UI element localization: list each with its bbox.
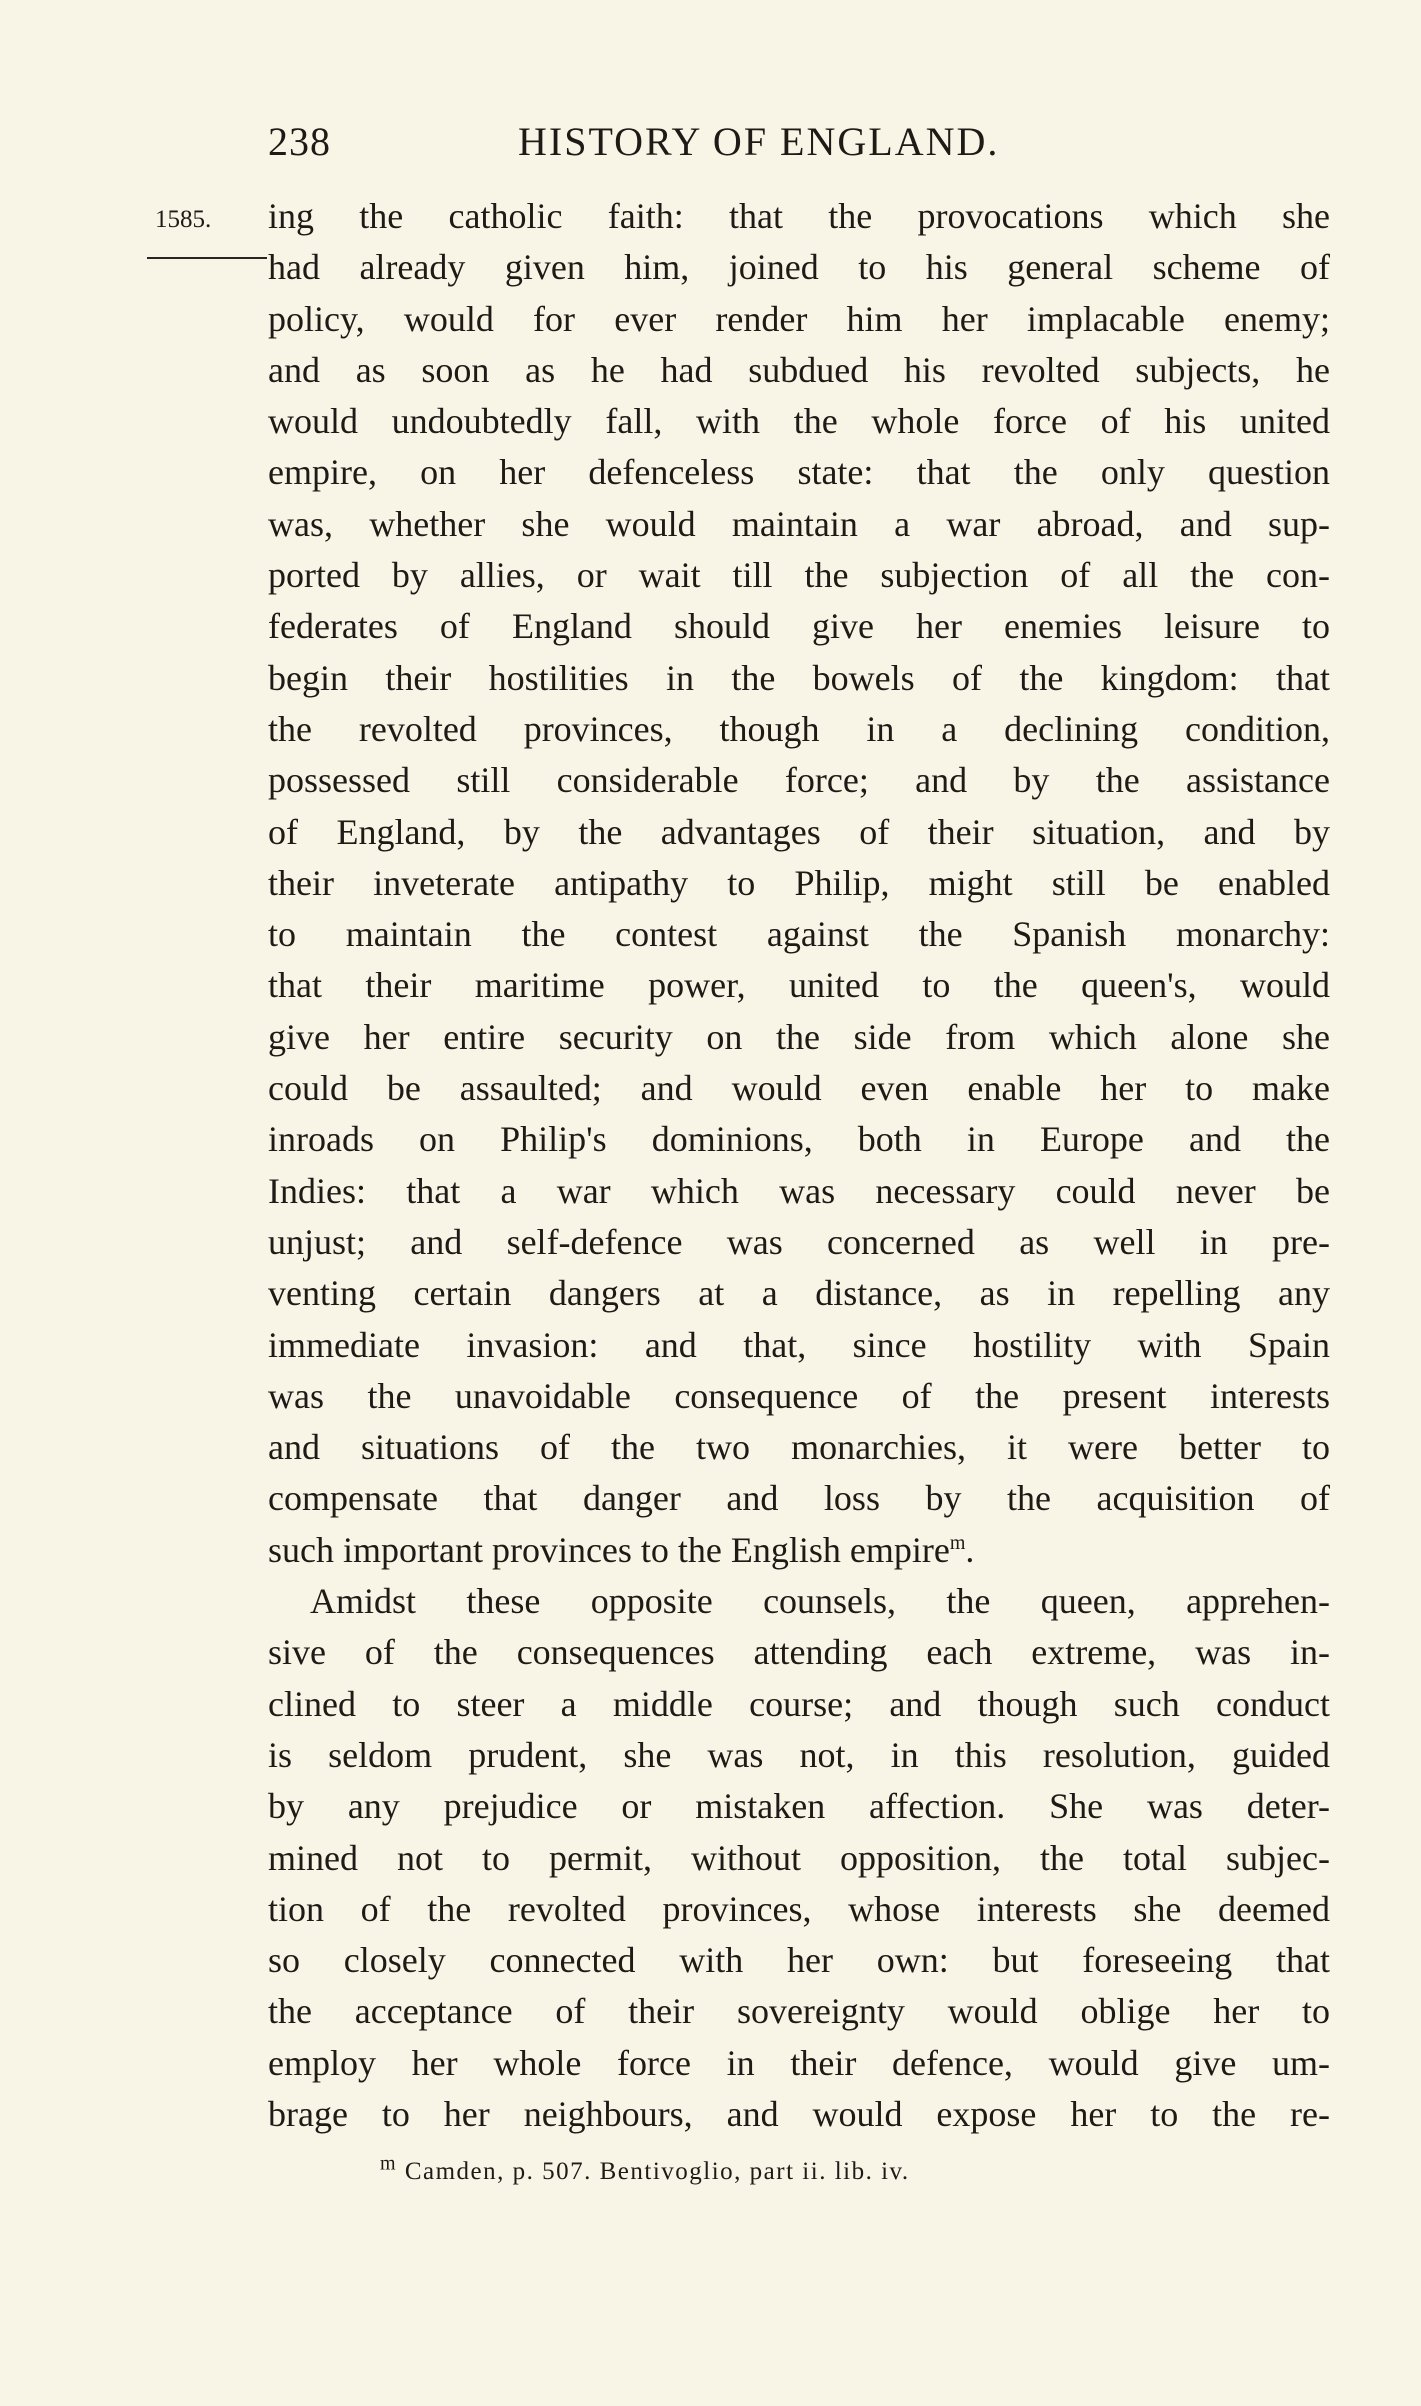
text-line: the acceptance of their sovereignty would oblige her to (268, 1991, 1330, 2032)
running-title: HISTORY OF ENGLAND. (518, 119, 1000, 164)
text-line: that their maritime power, united to the queen's, would (268, 965, 1330, 1006)
text-line: would undoubtedly fall, with the whole force of his united (268, 401, 1330, 442)
text-line: tion of the revolted provinces, whose interests she deemed (268, 1888, 1330, 1929)
text-line: empire, on her defenceless state: that the only question (268, 452, 1330, 493)
footnote-reference[interactable]: m (949, 1531, 966, 1554)
text-line: was, whether she would maintain a war abroad, and sup- (268, 503, 1330, 544)
text-line: policy, would for ever render him her implacable enemy; (268, 298, 1330, 339)
text-line: mined not to permit, without opposition, the total subjec- (268, 1837, 1330, 1878)
text-line: could be assaulted; and would even enable her to make (268, 1068, 1330, 1109)
text-line: give her entire security on the side from which alone she (268, 1016, 1330, 1057)
text-line: had already given him, joined to his general scheme of (268, 247, 1330, 288)
text-line: inroads on Philip's dominions, both in Europe and the (268, 1119, 1330, 1160)
paragraph-1 (268, 191, 1330, 1576)
text-line: begin their hostilities in the bowels of the kingdom: that (268, 657, 1330, 698)
body-text (268, 191, 1330, 2140)
text-line: was the unavoidable consequence of the present interests (268, 1375, 1330, 1416)
text-line: their inveterate antipathy to Philip, might still be enabled (268, 862, 1330, 903)
text-line: by any prejudice or mistaken affection. She was deter- (268, 1786, 1330, 1827)
footnote-text: Camden, p. 507. Bentivoglio, part ii. lib. iv. (404, 2158, 910, 2185)
text-line: compensate that danger and loss by the acquisition of (268, 1478, 1330, 1519)
final-line-text: such important provinces to the English empire (268, 1529, 950, 1570)
text-line: is seldom prudent, she was not, in this resolution, guided (268, 1734, 1330, 1775)
margin-rule (147, 257, 267, 259)
text-line: federates of England should give her enemies leisure to (268, 606, 1330, 647)
text-line: and as soon as he had subdued his revolted subjects, he (268, 349, 1330, 390)
text-line: ing the catholic faith: that the provocations which she (268, 196, 1330, 236)
text-line: employ her whole force in their defence, would give um- (268, 2042, 1330, 2083)
paragraph-2 (268, 1576, 1330, 2140)
text-line: sive of the consequences attending each extreme, was in- (268, 1632, 1330, 1673)
text-line: immediate invasion: and that, since hostility with Spain (268, 1324, 1330, 1365)
text-line: of England, by the advantages of their situation, and by (268, 811, 1330, 852)
text-line: so closely connected with her own: but foreseeing that (268, 1940, 1330, 1981)
text-line: Amidst these opposite counsels, the queen, apprehen- (310, 1581, 1330, 1622)
final-line-period: . (965, 1529, 975, 1570)
text-line: clined to steer a middle course; and though such conduct (268, 1683, 1330, 1724)
footnote (380, 2152, 910, 2192)
text-line: the revolted provinces, though in a declining condition, (268, 708, 1330, 749)
footnote-mark: m (380, 2152, 398, 2175)
running-head (268, 112, 1128, 172)
text-line: unjust; and self-defence was concerned as well in pre- (268, 1221, 1330, 1262)
text-line: to maintain the contest against the Spanish monarchy: (268, 914, 1330, 955)
text-line: possessed still considerable force; and by the assistance (268, 760, 1330, 801)
text-line: ported by allies, or wait till the subjection of all the con- (268, 555, 1330, 596)
text-line-final (268, 1525, 1330, 1576)
margin-year-note: 1585. (155, 206, 212, 233)
text-line: and situations of the two monarchies, it were better to (268, 1427, 1330, 1468)
text-line: Indies: that a war which was necessary could never be (268, 1170, 1330, 1211)
text-line: venting certain dangers at a distance, as in repelling any (268, 1273, 1330, 1314)
page-number: 238 (268, 119, 331, 164)
text-line: brage to her neighbours, and would expose her to the re- (268, 2093, 1330, 2134)
